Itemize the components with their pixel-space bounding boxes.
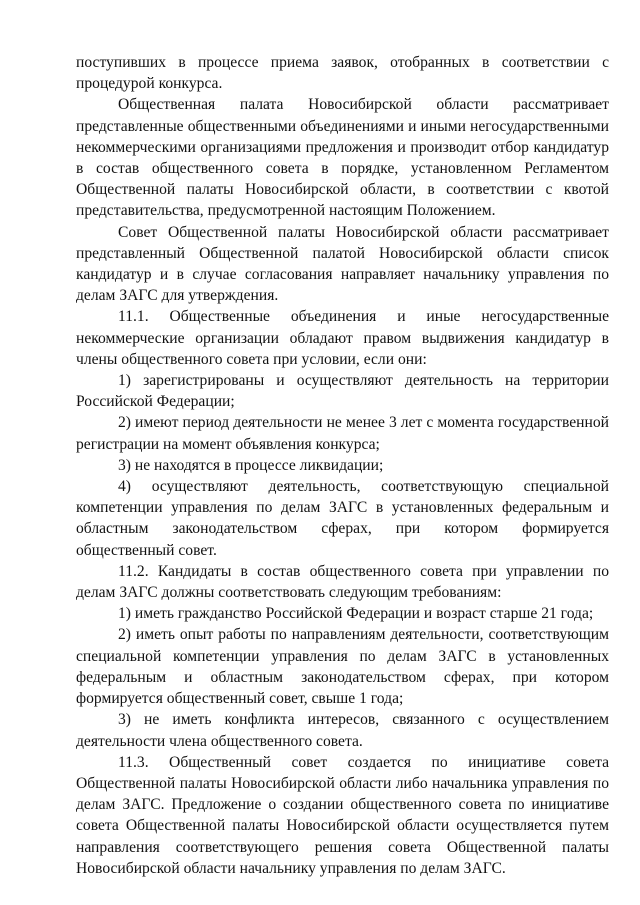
paragraph-11-1-item-3: 3) не находятся в процессе ликвидации; <box>118 456 384 474</box>
paragraph-11-2-item-3: 3) не иметь конфликта интересов, связанного с осуществлением деятельности члена общественного совета. <box>76 711 609 750</box>
paragraph-public-chamber-selection: Общественная палата Новосибирской области рассматривает представленные общественными объединениями и иными негосударственными некоммерческими организациями предложения и производит отбор кандидатур в состав общественного совета в порядке, установленном Регламентом Общественной палаты Новосибирской области, в соответствии с квотой представительства, предусмотренной настоящим Положением. <box>76 96 609 220</box>
document-page <box>76 52 609 879</box>
paragraph-continuation: поступивших в процессе приема заявок, отобранных в соответствии с процедурой конкурса. <box>76 54 609 93</box>
paragraph-11-2-item-2: 2) иметь опыт работы по направлениям деятельности, соответствующим специальной компетенции управления по делам ЗАГС в установленных федеральным и областным законодательством сферах, при котором формируется общественный совет, свыше 1 года; <box>76 626 609 708</box>
paragraph-council-approval: Совет Общественной палаты Новосибирской области рассматривает представленный Общественной палатой Новосибирской области список кандидатур и в случае согласования направляет начальнику управления по делам ЗАГС для утверждения. <box>76 223 609 305</box>
paragraph-11-1: 11.1. Общественные объединения и иные негосударственные некоммерческие организации обладают правом выдвижения кандидатур в члены общественного совета при условии, если они: <box>76 308 609 368</box>
paragraph-11-1-item-2: 2) имеют период деятельности не менее 3 лет с момента государственной регистрации на момент объявления конкурса; <box>76 414 609 453</box>
paragraph-11-1-item-4: 4) осуществляют деятельность, соответствующую специальной компетенции управления по делам ЗАГС в установленных федеральным и областным законодательством сферах, при котором формируется общественный совет. <box>76 478 609 559</box>
paragraph-11-2: 11.2. Кандидаты в состав общественного совета при управлении по делам ЗАГС должны соответствовать следующим требованиям: <box>76 562 609 602</box>
paragraph-11-2-item-1: 1) иметь гражданство Российской Федерации и возраст старше 21 года; <box>118 605 594 623</box>
paragraph-11-1-item-1: 1) зарегистрированы и осуществляют деятельность на территории Российской Федерации; <box>76 372 609 411</box>
paragraph-11-3: 11.3. Общественный совет создается по инициативе совета Общественной палаты Новосибирской области либо начальника управления по делам ЗАГС. Предложение о создании общественного совета по инициативе совета Общественной палаты Новосибирской области осуществляется путем направления соответствующего решения совета Общественной палаты Новосибирской области начальнику управления по делам ЗАГС. <box>76 753 609 877</box>
